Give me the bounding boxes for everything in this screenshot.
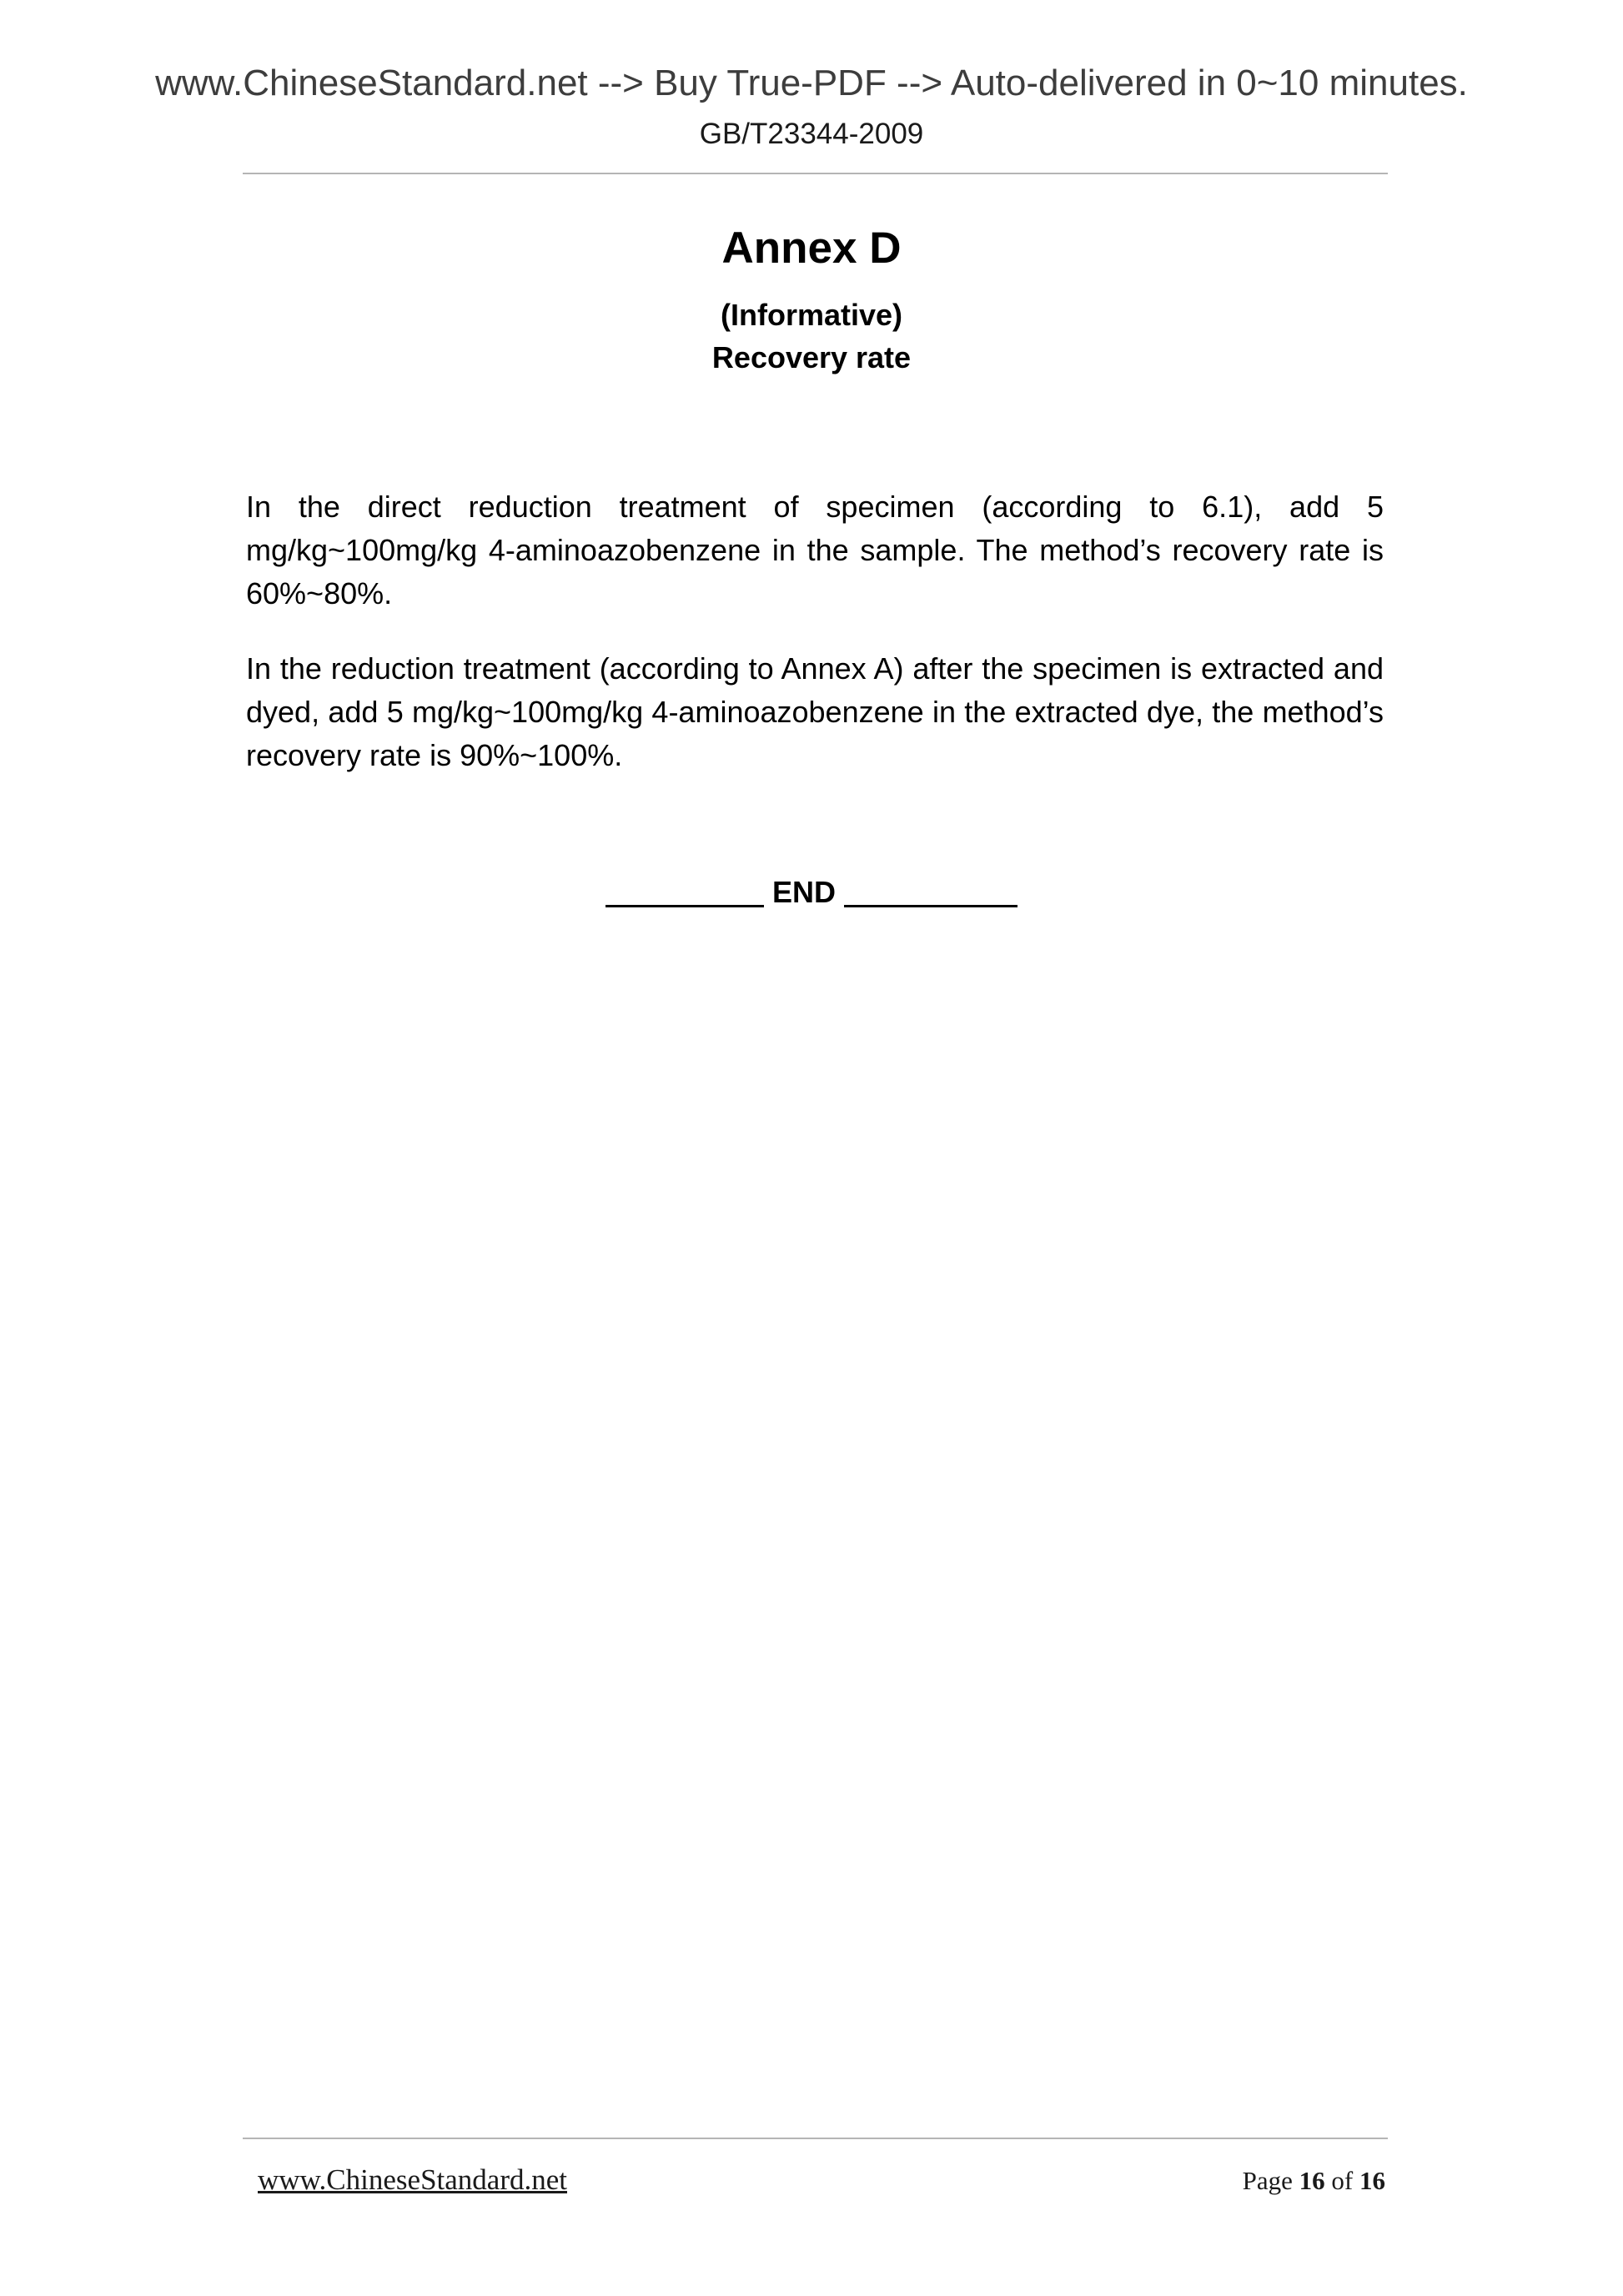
page-of: of <box>1331 2166 1354 2195</box>
body-paragraph: In the direct reduction treatment of specimen (according to 6.1), add 5 mg/kg~100mg/kg 4-aminoazobenzene in the sample. The method’s recovery rate is 60%~80%. <box>246 490 1384 610</box>
annex-subject: Recovery rate <box>711 340 912 374</box>
page-word: Page <box>1242 2166 1293 2195</box>
footer-divider <box>243 2138 1388 2139</box>
end-label: END <box>771 875 836 909</box>
annex-type: (Informative) <box>720 298 903 332</box>
document-code: GB/T23344-2009 <box>699 118 924 150</box>
page-number <box>1243 2165 1385 2196</box>
annex-title: Annex D <box>721 224 902 273</box>
footer-site-link[interactable]: www.ChineseStandard.net <box>258 2163 567 2196</box>
header-divider <box>243 173 1388 174</box>
end-marker <box>0 874 1623 910</box>
body-paragraph: In the reduction treatment (according to Annex A) after the specimen is extracted and dyed, add 5 mg/kg~100mg/kg 4-aminoazobenzene in the extracted dye, the method’s recovery rate is 90%~100%. <box>246 651 1384 772</box>
end-rule-left <box>605 905 764 907</box>
end-rule-right <box>844 905 1018 907</box>
page-current: 16 <box>1299 2166 1325 2195</box>
header-banner: www.ChineseStandard.net --> Buy True-PDF --> Auto-delivered in 0~10 minutes. <box>155 63 1468 103</box>
page-total: 16 <box>1359 2166 1385 2195</box>
